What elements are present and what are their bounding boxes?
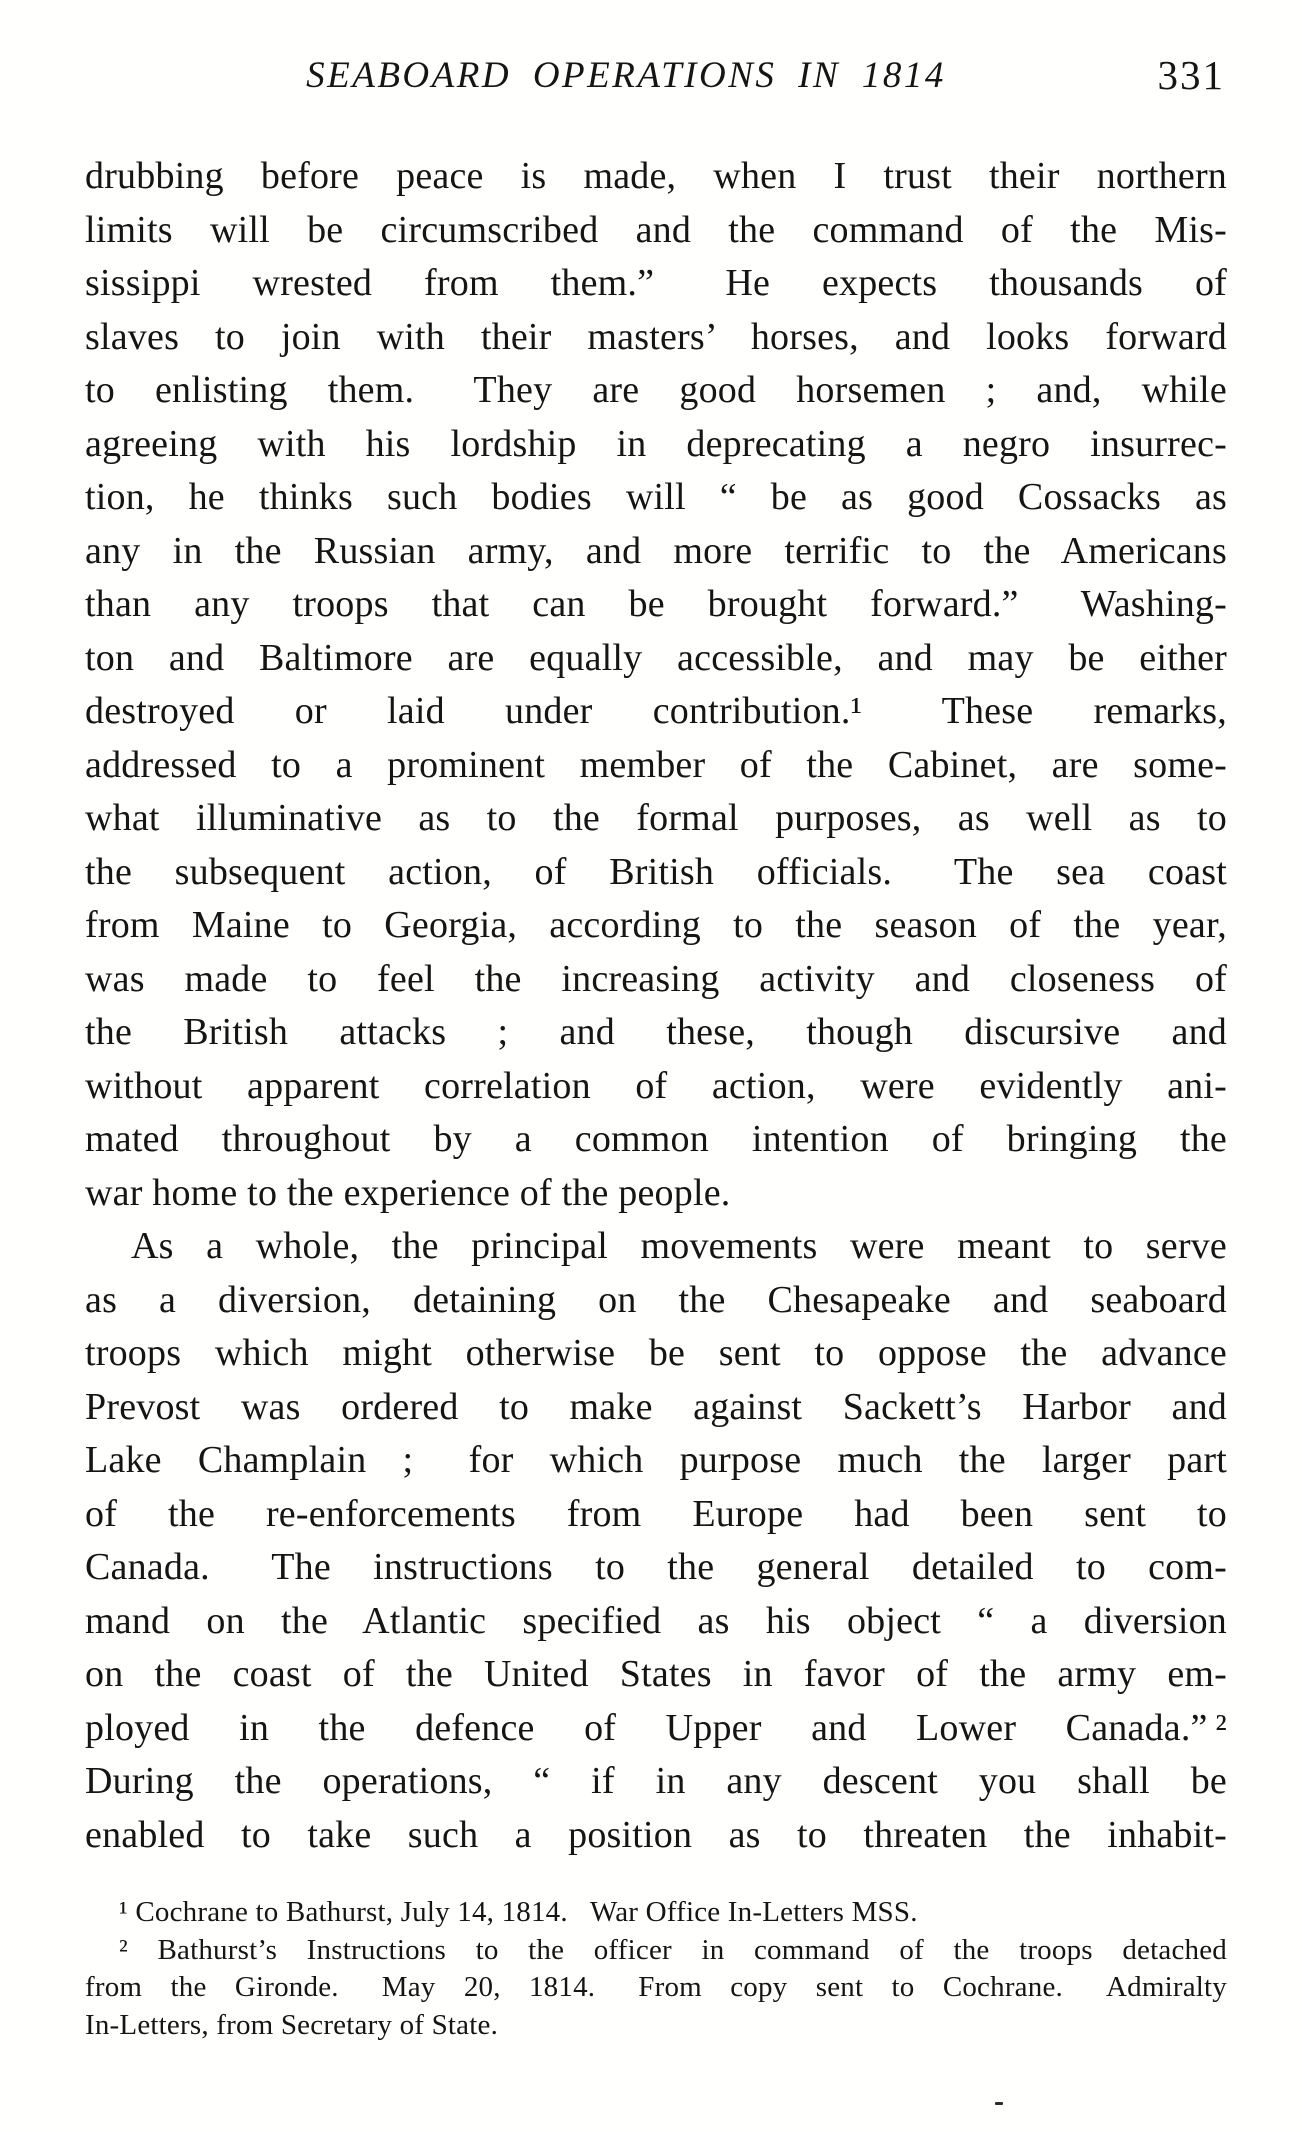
text-line: mand on the Atlantic specified as his object “ a diversion — [85, 1599, 1227, 1642]
text-line: the subsequent action, of British officials. The sea coast — [85, 850, 1227, 893]
text-line: troops which might otherwise be sent to oppose the advance — [85, 1332, 1227, 1374]
text-line: Canada. The instructions to the general detailed to com- — [85, 1546, 1227, 1588]
text-line: mated throughout by a common intention of bringing the — [85, 1118, 1227, 1160]
text-line: without apparent correlation of action, were evidently ani- — [85, 1064, 1227, 1107]
page-number: 331 — [1157, 52, 1225, 98]
text-line: from Maine to Georgia, according to the season of the year, — [85, 904, 1227, 946]
text-line: drubbing before peace is made, when I trust their northern — [85, 155, 1227, 197]
footnote-line: In-Letters, from Secretary of State. — [85, 2008, 499, 2041]
text-line: slaves to join with their masters’ horses, and looks forward — [85, 315, 1227, 358]
text-line: on the coast of the United States in favor of the army em- — [85, 1653, 1227, 1695]
text-line: sissippi wrested from them.” He expects thousands of — [85, 262, 1227, 304]
text-line: Lake Champlain ; for which purpose much the larger part — [85, 1439, 1227, 1481]
text-line: of the re-enforcements from Europe had been sent to — [85, 1492, 1227, 1535]
text-line: ployed in the defence of Upper and Lower Canada.” ² — [85, 1706, 1227, 1749]
body-text — [85, 150, 1227, 1862]
running-title: SEABOARD OPERATIONS IN 1814 — [306, 55, 946, 96]
scan-speck — [995, 2102, 1003, 2105]
footnote-line: ² Bathurst’s Instructions to the officer in command of the troops detached — [119, 1933, 1227, 1966]
text-line: agreeing with his lordship in deprecating a negro insurrec- — [85, 422, 1227, 465]
page-header — [85, 54, 1227, 104]
text-line: war home to the experience of the people. — [85, 1171, 731, 1214]
text-line: as a diversion, detaining on the Chesapeake and seaboard — [85, 1278, 1227, 1321]
text-line: the British attacks ; and these, though discursive and — [85, 1011, 1227, 1053]
footnote-line: from the Gironde. May 20, 1814. From copy sent to Cochrane. Admiralty — [85, 1971, 1227, 2003]
footnotes — [85, 1894, 1227, 2044]
text-line: ton and Baltimore are equally accessible, and may be either — [85, 636, 1227, 679]
text-line: than any troops that can be brought forward.” Washing- — [85, 583, 1227, 625]
text-line: enabled to take such a position as to threaten the inhabit- — [85, 1813, 1227, 1856]
text-line: any in the Russian army, and more terrific to the Americans — [85, 529, 1227, 572]
text-line: destroyed or laid under contribution.¹ These remarks, — [85, 690, 1227, 732]
text-line: addressed to a prominent member of the Cabinet, are some- — [85, 743, 1227, 786]
text-line: As a whole, the principal movements were meant to serve — [131, 1225, 1227, 1267]
footnote-line: ¹ Cochrane to Bathurst, July 14, 1814. War Office In-Letters MSS. — [119, 1896, 918, 1928]
text-line: During the operations, “ if in any descent you shall be — [85, 1760, 1227, 1802]
text-line: Prevost was ordered to make against Sackett’s Harbor and — [85, 1385, 1227, 1428]
text-line: what illuminative as to the formal purposes, as well as to — [85, 797, 1227, 839]
text-line: to enlisting them. They are good horsemen ; and, while — [85, 369, 1227, 411]
text-line: was made to feel the increasing activity and closeness of — [85, 957, 1227, 1000]
text-line: limits will be circumscribed and the command of the Mis- — [85, 208, 1227, 251]
text-line: tion, he thinks such bodies will “ be as good Cossacks as — [85, 476, 1227, 518]
